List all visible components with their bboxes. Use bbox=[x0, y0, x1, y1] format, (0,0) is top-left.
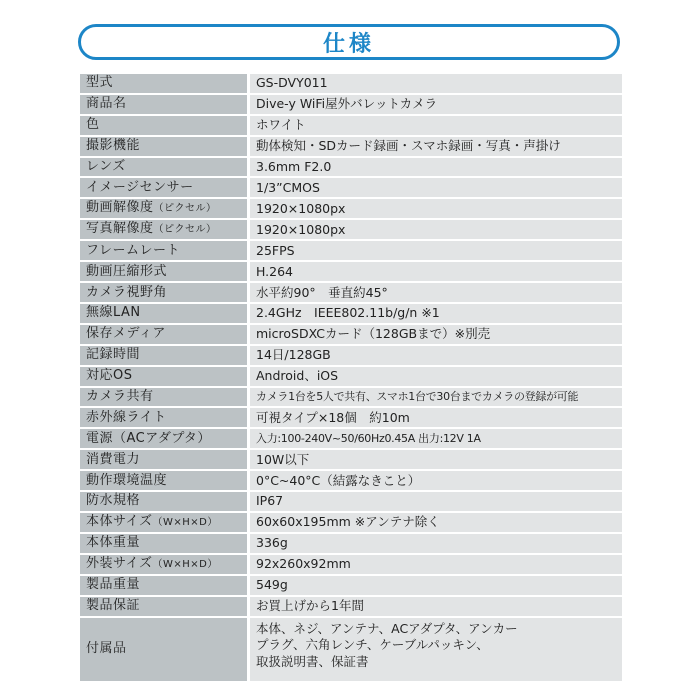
spec-value: H.264 bbox=[250, 262, 622, 283]
spec-label: レンズ bbox=[80, 158, 250, 179]
spec-row-supported-os bbox=[80, 367, 622, 388]
spec-value: カメラ1台を5人で共有、スマホ1台で30台までカメラの登録が可能 bbox=[250, 388, 622, 409]
spec-label: 本体重量 bbox=[80, 534, 250, 555]
spec-value: IP67 bbox=[250, 492, 622, 513]
spec-value: 92x260x92mm bbox=[250, 555, 622, 576]
spec-row-wireless-lan bbox=[80, 304, 622, 325]
spec-label: カメラ視野角 bbox=[80, 283, 250, 304]
spec-row-recording-time bbox=[80, 346, 622, 367]
spec-label bbox=[80, 199, 250, 220]
spec-row-camera-sharing bbox=[80, 388, 622, 409]
spec-value: 2.4GHz IEEE802.11b/g/n ※1 bbox=[250, 304, 622, 325]
spec-row-waterproof bbox=[80, 492, 622, 513]
spec-label: 赤外線ライト bbox=[80, 408, 250, 429]
spec-row-view-angle bbox=[80, 283, 622, 304]
spec-label: 型式 bbox=[80, 74, 250, 95]
spec-label: イメージセンサー bbox=[80, 178, 250, 199]
spec-row-power bbox=[80, 429, 622, 450]
spec-value: 動体検知・SDカード録画・スマホ録画・写真・声掛け bbox=[250, 137, 622, 158]
spec-label: 防水規格 bbox=[80, 492, 250, 513]
spec-value: Android、iOS bbox=[250, 367, 622, 388]
spec-label: 製品重量 bbox=[80, 576, 250, 597]
spec-value: 336g bbox=[250, 534, 622, 555]
spec-value: 60x60x195mm ※アンテナ除く bbox=[250, 513, 622, 534]
spec-label-main: 動画解像度 bbox=[86, 200, 154, 216]
spec-row-operating-temp bbox=[80, 471, 622, 492]
spec-row-power-consumption bbox=[80, 450, 622, 471]
spec-label-sub: （W×H×D） bbox=[152, 558, 218, 570]
spec-label: 無線LAN bbox=[80, 304, 250, 325]
spec-row-functions bbox=[80, 137, 622, 158]
spec-label: 対応OS bbox=[80, 367, 250, 388]
spec-label: 製品保証 bbox=[80, 597, 250, 618]
accessories-line: 本体、ネジ、アンテナ、ACアダプタ、アンカー bbox=[256, 620, 518, 636]
spec-label-main: 写真解像度 bbox=[86, 221, 154, 237]
spec-row-model bbox=[80, 74, 622, 95]
spec-value: microSDXCカード（128GBまで）※別売 bbox=[250, 325, 622, 346]
spec-row-body-size bbox=[80, 513, 622, 534]
spec-label-main: 外装サイズ bbox=[86, 555, 153, 571]
spec-row-product-weight bbox=[80, 576, 622, 597]
spec-table bbox=[80, 74, 622, 683]
spec-label: 保存メディア bbox=[80, 325, 250, 346]
spec-title-box bbox=[78, 24, 620, 60]
accessories-line: 取扱説明書、保証書 bbox=[256, 653, 369, 669]
spec-label-main: 本体サイズ bbox=[86, 513, 153, 529]
spec-label: カメラ共有 bbox=[80, 388, 250, 409]
spec-label: 電源（ACアダプタ） bbox=[80, 429, 250, 450]
spec-value bbox=[250, 618, 622, 683]
spec-row-video-resolution bbox=[80, 199, 622, 220]
spec-value: 水平約90° 垂直約45° bbox=[250, 283, 622, 304]
spec-row-package-size bbox=[80, 555, 622, 576]
spec-label: 動作環境温度 bbox=[80, 471, 250, 492]
spec-label: 記録時間 bbox=[80, 346, 250, 367]
spec-value: GS-DVY011 bbox=[250, 74, 622, 95]
spec-value: 1/3”CMOS bbox=[250, 178, 622, 199]
spec-label-sub: （W×H×D） bbox=[152, 516, 218, 528]
spec-row-color bbox=[80, 116, 622, 137]
spec-row-frame-rate bbox=[80, 241, 622, 262]
spec-label bbox=[80, 513, 250, 534]
spec-row-infrared-light bbox=[80, 408, 622, 429]
accessories-line: プラグ、六角レンチ、ケーブルパッキン、 bbox=[256, 637, 489, 653]
spec-row-compression bbox=[80, 262, 622, 283]
spec-row-storage-media bbox=[80, 325, 622, 346]
spec-value: Dive-y WiFi屋外バレットカメラ bbox=[250, 95, 622, 116]
spec-value: 0°C~40°C（結露なきこと） bbox=[250, 471, 622, 492]
spec-label: 色 bbox=[80, 116, 250, 137]
spec-label bbox=[80, 220, 250, 241]
spec-value: 1920×1080px bbox=[250, 199, 622, 220]
spec-row-warranty bbox=[80, 597, 622, 618]
spec-label: 撮影機能 bbox=[80, 137, 250, 158]
spec-label: 商品名 bbox=[80, 95, 250, 116]
spec-value: ホワイト bbox=[250, 116, 622, 137]
spec-value: 14日/128GB bbox=[250, 346, 622, 367]
spec-value: 1920×1080px bbox=[250, 220, 622, 241]
spec-label: 消費電力 bbox=[80, 450, 250, 471]
spec-label: 動画圧縮形式 bbox=[80, 262, 250, 283]
spec-value: 可視タイプ×18個 約10m bbox=[250, 408, 622, 429]
spec-row-sensor bbox=[80, 178, 622, 199]
spec-row-photo-resolution bbox=[80, 220, 622, 241]
spec-row-product-name bbox=[80, 95, 622, 116]
spec-value: 25FPS bbox=[250, 241, 622, 262]
spec-row-accessories bbox=[80, 618, 622, 683]
spec-label-sub: （ピクセル） bbox=[153, 224, 217, 236]
spec-row-body-weight bbox=[80, 534, 622, 555]
spec-value: 10W以下 bbox=[250, 450, 622, 471]
spec-value: 3.6mm F2.0 bbox=[250, 158, 622, 179]
spec-label-sub: （ピクセル） bbox=[153, 203, 217, 215]
spec-value: 入力:100-240V~50/60Hz0.45A 出力:12V 1A bbox=[250, 429, 622, 450]
spec-label bbox=[80, 555, 250, 576]
spec-value: 549g bbox=[250, 576, 622, 597]
spec-value: お買上げから1年間 bbox=[250, 597, 622, 618]
page-title: 仕様 bbox=[322, 31, 375, 57]
spec-label: 付属品 bbox=[80, 618, 250, 683]
spec-row-lens bbox=[80, 158, 622, 179]
spec-label: フレームレート bbox=[80, 241, 250, 262]
